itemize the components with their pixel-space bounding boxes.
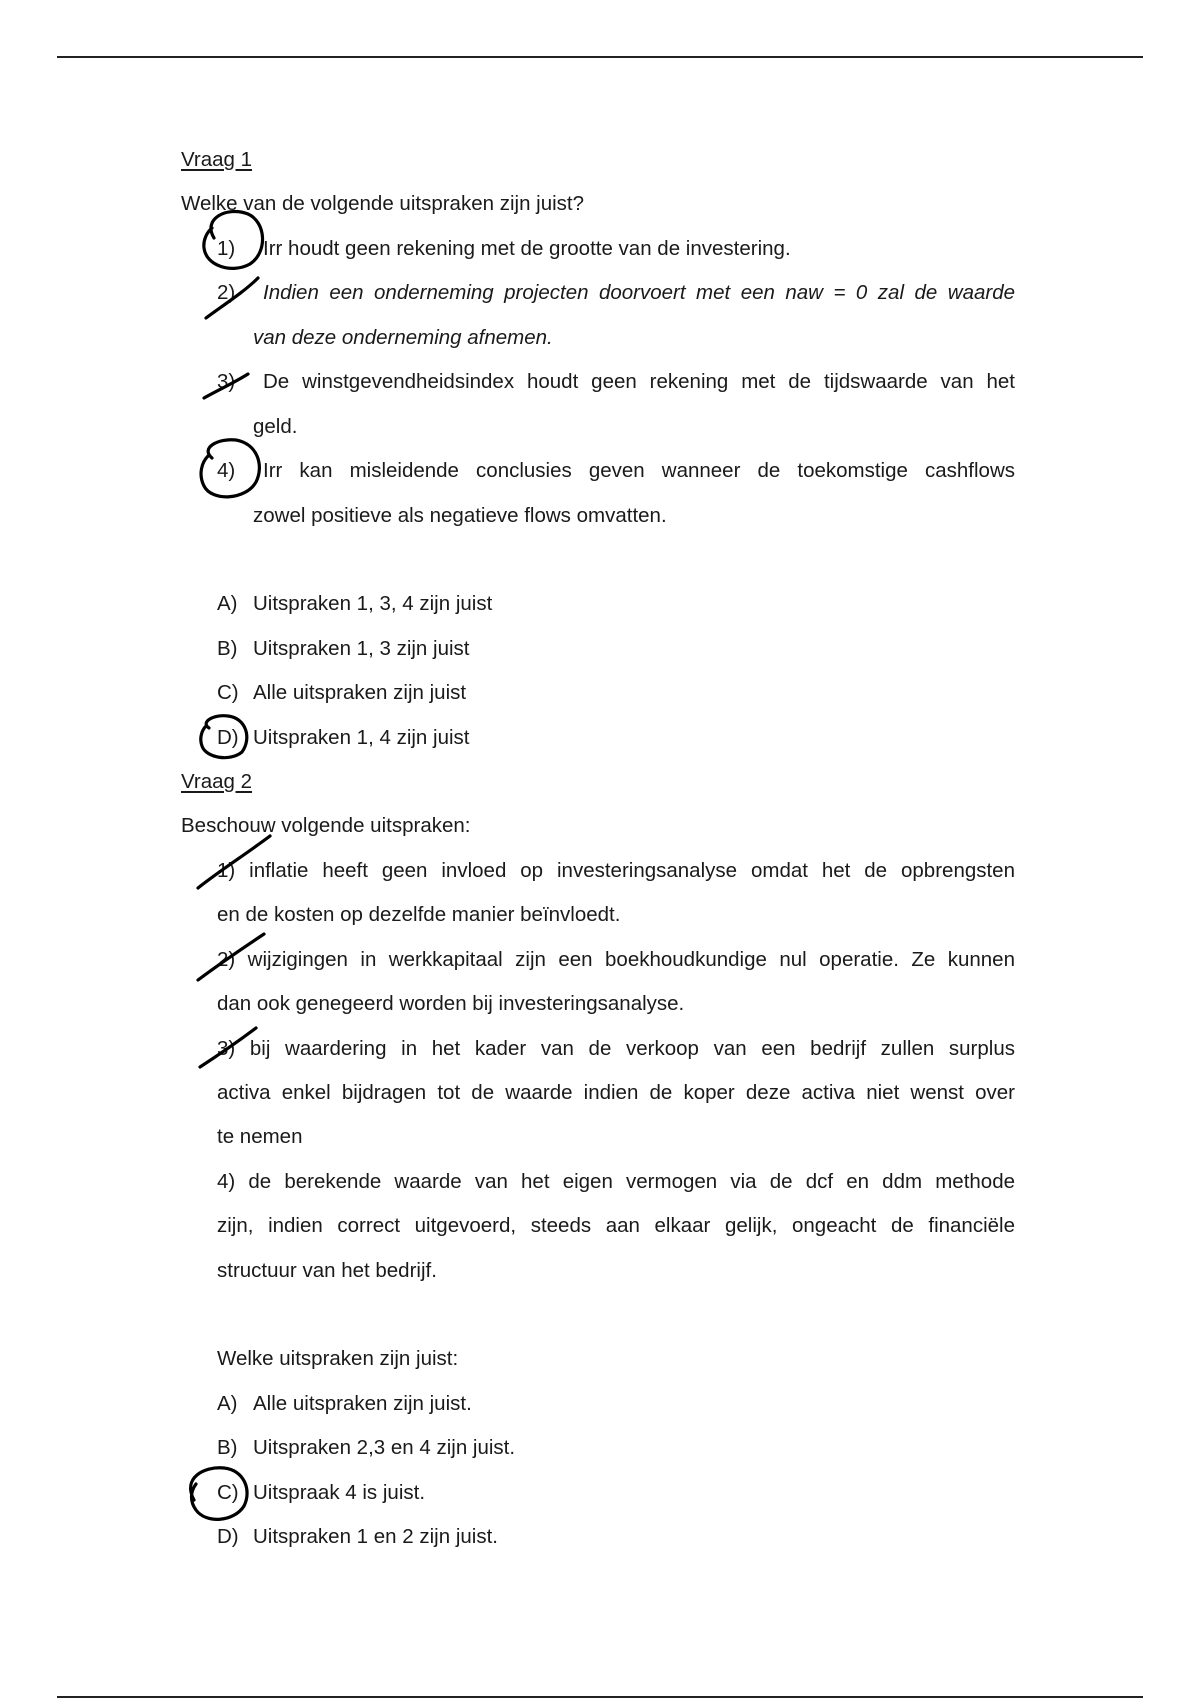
statement-text-continued: geld. [253, 415, 298, 438]
question-1-prompt: Welke van de volgende uitspraken zijn juist? [181, 192, 585, 215]
option-letter: C) [217, 1481, 239, 1504]
statement-text-continued: zowel positieve als negatieve flows omvatten. [253, 504, 667, 527]
statement-number: 1) [217, 237, 236, 260]
statement-number: 3) [217, 370, 236, 393]
statement-text: Irr houdt geen rekening met de grootte van de investering. [263, 237, 791, 260]
statement-text: 4) de berekende waarde van het eigen vermogen via de dcf en ddm methode [217, 1170, 1015, 1193]
question-2-title: Vraag 2 [181, 770, 253, 793]
option-text: Uitspraken 2,3 en 4 zijn juist. [253, 1436, 516, 1459]
option-text: Uitspraken 1, 3, 4 zijn juist [253, 592, 493, 615]
statement-text-continued: activa enkel bijdragen tot de waarde indien de koper deze activa niet wenst over [217, 1081, 1015, 1104]
statement-text-continued: dan ook genegeerd worden bij investeringsanalyse. [217, 992, 685, 1015]
bottom-rule [57, 1696, 1143, 1698]
option-letter: A) [217, 1392, 238, 1415]
option-letter: D) [217, 726, 239, 749]
option-letter: B) [217, 1436, 238, 1459]
statement-text: 2) wijzigingen in werkkapitaal zijn een boekhoudkundige nul operatie. Ze kunnen [217, 948, 1015, 971]
option-letter: A) [217, 592, 238, 615]
statement-text-continued: structuur van het bedrijf. [217, 1259, 437, 1282]
statement-text-continued: van deze onderneming afnemen. [253, 326, 553, 349]
option-text: Uitspraken 1 en 2 zijn juist. [253, 1525, 498, 1548]
statement-number: 2) [217, 281, 236, 304]
statement-text: 3) bij waardering in het kader van de verkoop van een bedrijf zullen surplus [217, 1037, 1015, 1060]
statement-text: Irr kan misleidende conclusies geven wanneer de toekomstige cashflows [263, 459, 1015, 482]
option-text: Uitspraken 1, 3 zijn juist [253, 637, 470, 660]
statement-text: Indien een onderneming projecten doorvoert met een naw = 0 zal de waarde [263, 281, 1015, 304]
option-letter: B) [217, 637, 238, 660]
option-text: Alle uitspraken zijn juist. [253, 1392, 472, 1415]
option-text: Alle uitspraken zijn juist [253, 681, 467, 704]
question-1-title: Vraag 1 [181, 148, 253, 171]
statement-number: 4) [217, 459, 236, 482]
statement-text: De winstgevendheidsindex houdt geen rekening met de tijdswaarde van het [263, 370, 1015, 393]
option-text: Uitspraak 4 is juist. [253, 1481, 426, 1504]
option-letter: D) [217, 1525, 239, 1548]
question-2-prompt: Beschouw volgende uitspraken: [181, 814, 471, 837]
statement-text-continued: zijn, indien correct uitgevoerd, steeds aan elkaar gelijk, ongeacht de financiële [217, 1214, 1015, 1237]
option-letter: C) [217, 681, 239, 704]
statement-text: 1) inflatie heeft geen invloed op investeringsanalyse omdat het de opbrengsten [217, 859, 1015, 882]
statement-text-continued: te nemen [217, 1125, 303, 1148]
top-rule [57, 56, 1143, 58]
statement-text-continued: en de kosten op dezelfde manier beïnvloedt. [217, 903, 621, 926]
option-text: Uitspraken 1, 4 zijn juist [253, 726, 470, 749]
question-2-subprompt: Welke uitspraken zijn juist: [217, 1347, 459, 1370]
